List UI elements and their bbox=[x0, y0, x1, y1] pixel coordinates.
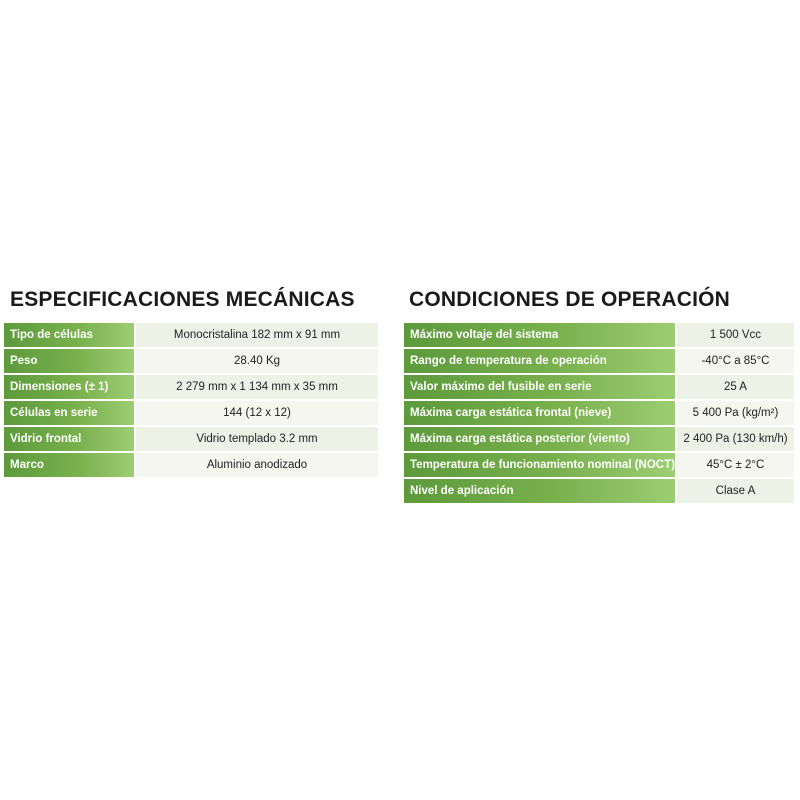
table-row bbox=[404, 375, 794, 399]
condition-value: 25 A bbox=[677, 375, 794, 399]
spec-value: 2 279 mm x 1 134 mm x 35 mm bbox=[136, 375, 378, 399]
operation-conditions-title: CONDICIONES DE OPERACIÓN bbox=[409, 288, 730, 311]
table-row bbox=[4, 349, 378, 373]
condition-value: -40°C a 85°C bbox=[677, 349, 794, 373]
condition-value: Clase A bbox=[677, 479, 794, 503]
condition-value: 45°C ± 2°C bbox=[677, 453, 794, 477]
condition-label: Temperatura de funcionamiento nominal (NOCT) bbox=[404, 453, 677, 477]
condition-label: Máxima carga estática frontal (nieve) bbox=[404, 401, 677, 425]
operation-conditions-table bbox=[404, 321, 794, 505]
spec-value: Aluminio anodizado bbox=[136, 453, 378, 477]
spec-value: 28.40 Kg bbox=[136, 349, 378, 373]
mechanical-specs-title: ESPECIFICACIONES MECÁNICAS bbox=[10, 288, 355, 311]
table-row bbox=[404, 427, 794, 451]
spec-value: Vidrio templado 3.2 mm bbox=[136, 427, 378, 451]
condition-label: Nivel de aplicación bbox=[404, 479, 677, 503]
condition-label: Valor máximo del fusible en serie bbox=[404, 375, 677, 399]
table-row bbox=[4, 401, 378, 425]
table-row bbox=[404, 479, 794, 503]
table-row bbox=[4, 375, 378, 399]
spec-label: Vidrio frontal bbox=[4, 427, 136, 451]
table-row bbox=[4, 323, 378, 347]
spec-label: Tipo de células bbox=[4, 323, 136, 347]
spec-label: Dimensiones (± 1) bbox=[4, 375, 136, 399]
spec-value: 144 (12 x 12) bbox=[136, 401, 378, 425]
condition-value: 2 400 Pa (130 km/h) bbox=[677, 427, 794, 451]
condition-label: Rango de temperatura de operación bbox=[404, 349, 677, 373]
spec-label: Peso bbox=[4, 349, 136, 373]
table-row bbox=[4, 427, 378, 451]
spec-label: Marco bbox=[4, 453, 136, 477]
condition-label: Máximo voltaje del sistema bbox=[404, 323, 677, 347]
condition-value: 5 400 Pa (kg/m²) bbox=[677, 401, 794, 425]
table-row bbox=[404, 323, 794, 347]
mechanical-specs-table bbox=[4, 321, 378, 479]
table-row bbox=[404, 401, 794, 425]
condition-value: 1 500 Vcc bbox=[677, 323, 794, 347]
table-row bbox=[404, 349, 794, 373]
condition-label: Máxima carga estática posterior (viento) bbox=[404, 427, 677, 451]
spec-value: Monocristalina 182 mm x 91 mm bbox=[136, 323, 378, 347]
spec-label: Células en serie bbox=[4, 401, 136, 425]
table-row bbox=[4, 453, 378, 477]
table-row bbox=[404, 453, 794, 477]
